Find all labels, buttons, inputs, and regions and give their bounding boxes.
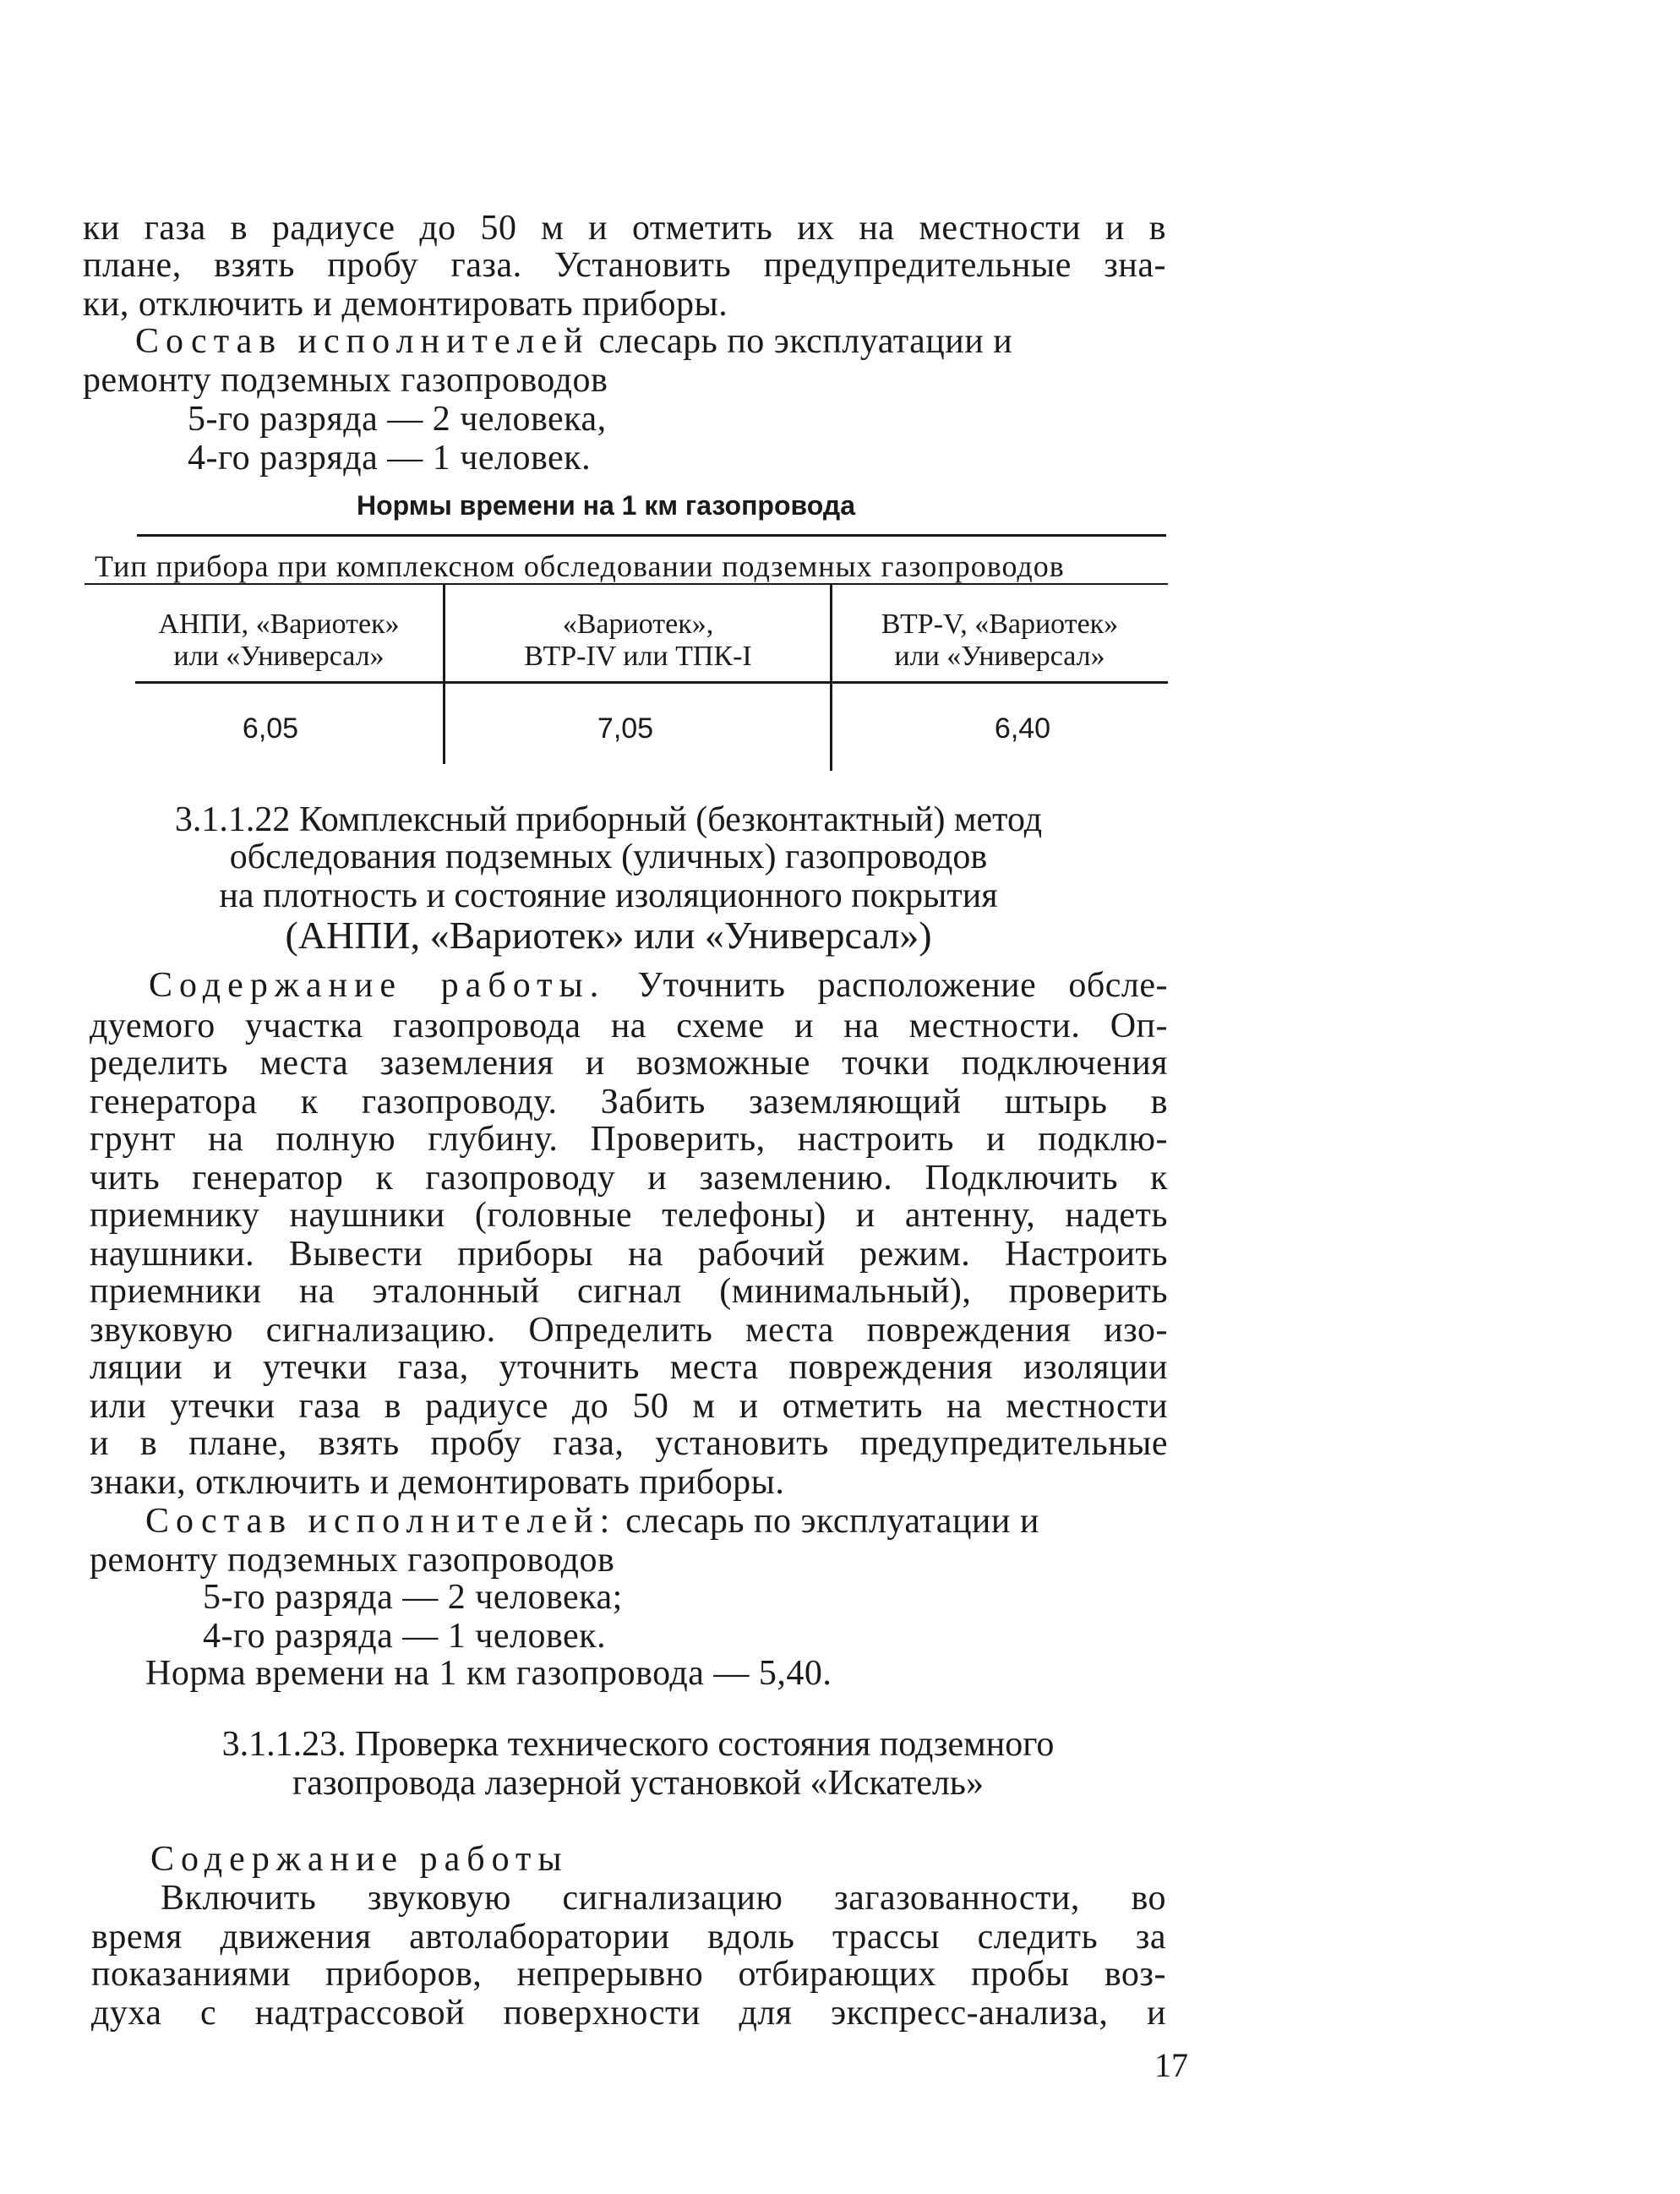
section-22-body-12: или утечки газа в радиусе до 50 м и отметить на местности xyxy=(90,1387,1168,1426)
section-22-body-4: генератора к газопроводу. Забить заземляющий штырь в xyxy=(90,1083,1168,1122)
table-value-3: 6,40 xyxy=(994,712,1051,745)
section-22-title-3: на плотность и состояние изоляционного покрытия xyxy=(219,876,998,915)
table-caption: Нормы времени на 1 км газопровода xyxy=(357,490,855,521)
section-23-body-1: Включить звуковую сигнализацию загазованности, во xyxy=(161,1879,1166,1918)
table-value-1: 6,05 xyxy=(242,712,299,745)
section-22-body-14: знаки, отключить и демонтировать приборы. xyxy=(90,1463,785,1502)
intro-staff-label: Состав исполнителей xyxy=(135,322,590,361)
table-value-2: 7,05 xyxy=(597,712,654,745)
section-22-body-3: ределить места заземления и возможные точки подключения xyxy=(90,1044,1168,1083)
section-23-title-2: газопровода лазерной установкой «Искатель» xyxy=(292,1764,984,1803)
section-22-staff-rest: слесарь по эксплуатации и xyxy=(616,1502,1039,1541)
table-col-2-header: «Вариотек», ВТР-IV или ТПК-I xyxy=(524,609,752,672)
section-22-body-6: чить генератор к газопроводу и заземлению. Подключить к xyxy=(90,1159,1168,1198)
section-22-body-5: грунт на полную глубину. Проверить, настроить и подклю- xyxy=(90,1120,1168,1159)
section-22-title-2: обследования подземных (уличных) газопроводов xyxy=(229,838,988,876)
intro-staff-line-2: ремонту подземных газопроводов xyxy=(83,361,608,400)
section-22-content-label: Содержание работы. xyxy=(149,966,606,1005)
section-22-title-4: (АНПИ, «Вариотек» или «Универсал») xyxy=(285,914,932,957)
section-22-staff-line-2: ремонту подземных газопроводов xyxy=(90,1541,615,1580)
intro-line-2: плане, взять пробу газа. Установить предупредительные зна- xyxy=(83,246,1166,285)
section-22-staff-grade5: 5-го разряда — 2 человека; xyxy=(203,1578,623,1617)
section-22-staff-line xyxy=(145,1499,1168,1543)
intro-line-1: ки газа в радиусе до 50 м и отметить их на местности и в xyxy=(83,209,1166,248)
section-23-title-1: 3.1.1.23. Проверка технического состояния подземного xyxy=(221,1725,1055,1764)
intro-staff-grade4: 4-го разряда — 1 человек. xyxy=(188,439,592,478)
section-22-body-13: и в плане, взять пробу газа, установить предупредительные xyxy=(90,1424,1168,1463)
intro-staff-grade5: 5-го разряда — 2 человека, xyxy=(188,400,607,439)
table-body-rule xyxy=(135,681,1168,684)
table-col-1-header: АНПИ, «Вариотек» или «Универсал» xyxy=(158,609,400,672)
table-header-rule xyxy=(85,583,1168,585)
section-22-body-7: приемнику наушники (головные телефоны) и антенну, надеть xyxy=(90,1196,1168,1235)
section-23-body-2: время движения автолаборатории вдоль трассы следить за xyxy=(91,1918,1166,1957)
intro-line-3: ки, отключить и демонтировать приборы. xyxy=(83,285,728,324)
section-22-body-2: дуемого участка газопровода на схеме и на местности. Оп- xyxy=(90,1007,1168,1045)
page-number: 17 xyxy=(1154,2046,1188,2084)
section-22-body-8: наушники. Вывести приборы на рабочий режим. Настроить xyxy=(90,1235,1168,1274)
table-col-divider-2 xyxy=(830,585,832,771)
section-22-body-9: приемники на эталонный сигнал (минимальный), проверить xyxy=(90,1272,1168,1311)
section-23-body-4: духа с надтрассовой поверхности для экспресс-анализа, и xyxy=(91,1994,1166,2033)
intro-staff-line xyxy=(135,319,1166,363)
section-22-title-1: 3.1.1.22 Комплексный приборный (безконтактный) метод xyxy=(174,800,1043,839)
intro-staff-rest: слесарь по эксплуатации и xyxy=(589,322,1013,361)
section-22-body-11: ляции и утечки газа, уточнить места повреждения изоляции xyxy=(90,1348,1168,1387)
section-23-content-label: Содержание работы xyxy=(150,1840,569,1879)
table-col-3-header: ВТР-V, «Вариотек» или «Универсал» xyxy=(881,609,1119,672)
table-header: Тип прибора при комплексном обследовании подземных газопроводов xyxy=(95,549,1065,583)
section-22-staff-grade4: 4-го разряда — 1 человек. xyxy=(203,1617,607,1656)
section-22-norm: Норма времени на 1 км газопровода — 5,40. xyxy=(145,1654,832,1693)
table-top-rule xyxy=(137,534,1166,537)
table-col-divider-1 xyxy=(443,585,445,764)
section-22-body-1: Содержание работы. Уточнить расположение обсле- xyxy=(149,966,1168,1005)
section-22-body-10: звуковую сигнализацию. Определить места повреждения изо- xyxy=(90,1311,1168,1350)
section-22-staff-label: Состав исполнителей: xyxy=(145,1502,617,1541)
section-23-body-3: показаниями приборов, непрерывно отбирающих пробы воз- xyxy=(91,1955,1166,1994)
